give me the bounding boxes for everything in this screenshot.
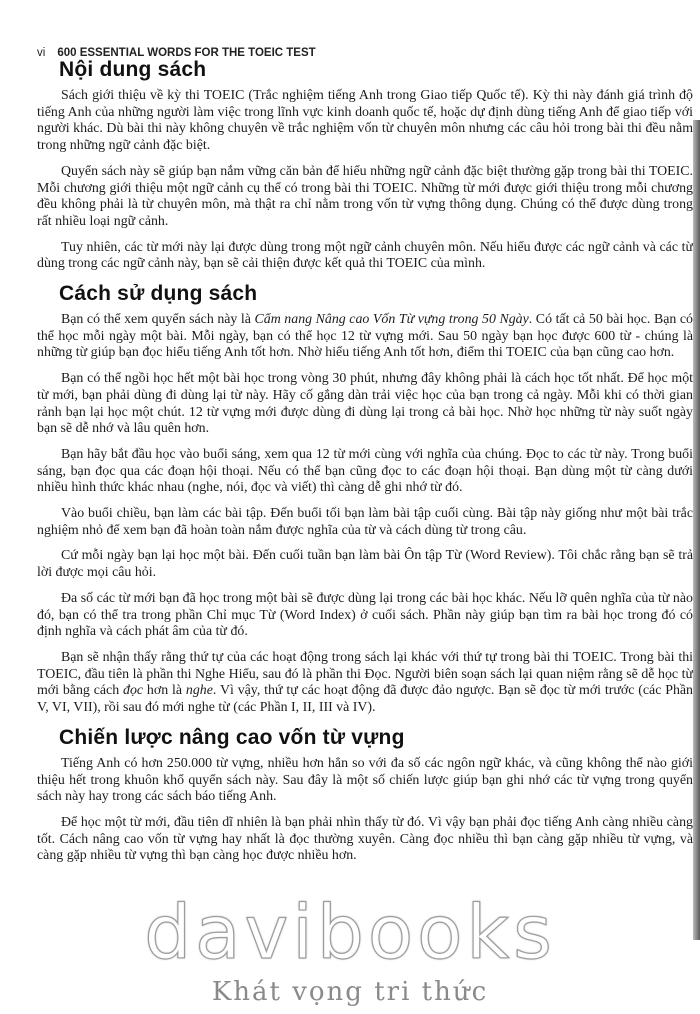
page-content [37,58,693,874]
paragraph: Bạn có thể ngồi học hết một bài học trong vòng 30 phút, nhưng đây không phải là cách học tốt nhất. Để học một từ mới, bạn phải dùng đi dùng lại từ này. Hãy cố gắng dàn trải việc học của bạn trong cả ngày. Mỗi khi có thời gian rảnh bạn lại học một chút. 12 từ vựng mới được dùng đi dùng lại trong cả bài học. Nhờ học những từ này suốt ngày bạn sẽ dễ nhớ và lâu quên hơn. [37,371,693,437]
paragraph: Bạn hãy bắt đầu học vào buổi sáng, xem qua 12 từ mới cùng với nghĩa của chúng. Đọc to các từ này. Trong buổi sáng, bạn đọc qua các đoạn hội thoại. Nếu có thể bạn cũng đọc to các đoạn hội thoại. Bạn dùng một từ càng dưới nhiều hình thức khác nhau (nghe, nói, đọc và viết) thì càng dễ ghi nhớ từ đó. [37,446,693,496]
watermark-logo: davibooks [144,890,556,976]
section-title: Cách sử dụng sách [59,282,258,306]
section-title: Nội dung sách [59,58,207,81]
paragraph: Bạn sẽ nhận thấy rằng thứ tự của các hoạt động trong sách lại khác với thứ tự trong bài thi TOEIC. Trong bài thi TOEIC, đầu tiên là phần thi Nghe Hiểu, sau đó là phần thi Đọc. Người biên soạn sách lại quan niệm rằng sẽ dễ học từ mới bằng cách đọc hơn là nghe. Vì vậy, thứ tự các hoạt động đã được đảo ngược. Bạn sẽ đọc từ mới trước (các Phần V, VI, VII), rồi sau đó mới nghe từ (các Phần I, II, III và IV). [37,649,694,716]
page-number: vi [37,47,46,59]
section-contents [37,58,693,273]
section-how-to-use [37,282,693,717]
paragraph: Sách giới thiệu về kỳ thi TOEIC (Trắc nghiệm tiếng Anh trong Giao tiếp Quốc tế). Kỳ thi này đánh giá trình độ tiếng Anh của những người làm việc trong lĩnh vực kinh doanh quốc tế, hoặc dự định dùng tiếng Anh để giao tiếp với người khác. Dù bài thi này không chuyên về trắc nghiệm vốn từ chuyên môn nhưng các câu hỏi trong bài thi đều nằm trong những ngữ cảnh đặc biệt. [37,88,693,154]
paragraph: Đa số các từ mới bạn đã học trong một bài sẽ được dùng lại trong các bài học khác. Nếu lỡ quên nghĩa của từ nào đó, bạn có thể tra trong phần Chỉ mục Từ (Word Index) ở cuối sách. Phần này giúp bạn tìm ra bài học trong đó có định nghĩa và cách phát âm của từ đó. [37,590,693,640]
paragraph: Tuy nhiên, các từ mới này lại được dùng trong một ngữ cảnh chuyên môn. Nếu hiểu được các ngữ cảnh và các từ dùng trong các ngữ cảnh này, bạn sẽ cải thiện được kết quả thi TOEIC của mình. [37,239,693,272]
paragraph: Vào buổi chiều, bạn làm các bài tập. Đến buổi tối bạn làm bài tập cuối cùng. Bài tập này giống như một bài trắc nghiệm nhỏ để xem bạn đã hoàn toàn nắm được nghĩa của từ và cách dùng từ trong câu. [37,506,693,538]
section-vocabulary-strategy [37,726,693,865]
page-spine-shadow [693,120,700,940]
watermark [0,890,700,1007]
watermark-slogan: Khát vọng tri thức [211,977,489,1007]
book-title: 600 ESSENTIAL WORDS FOR THE TOEIC TEST [57,47,316,59]
section-title: Chiến lược nâng cao vốn từ vựng [59,725,405,749]
paragraph: Tiếng Anh có hơn 250.000 từ vựng, nhiều hơn hẳn so với đa số các ngôn ngữ khác, và cũng không thể nào giới thiệu hết trong khuôn khổ quyển sách này. Sau đây là một số chiến lược giúp bạn ghi nhớ các từ vựng trong quyển sách này hay trong các sách báo tiếng Anh. [37,755,693,805]
paragraph: Để học một từ mới, đầu tiên dĩ nhiên là bạn phải nhìn thấy từ đó. Vì vậy bạn phải đọc tiếng Anh càng nhiều càng tốt. Cách nâng cao vốn từ vựng hay nhất là đọc thường xuyên. Càng đọc nhiều thì bạn càng gặp nhiều từ vựng, và càng gặp nhiều từ vựng thì bạn càng học được nhiều hơn. [37,814,693,864]
paragraph: Bạn có thể xem quyển sách này là Cẩm nang Nâng cao Vốn Từ vựng trong 50 Ngày. Có tất cả 50 bài học. Bạn có thể học mỗi ngày một bài. Mỗi ngày, bạn có thể học 12 từ vựng mới. Sau 50 ngày bạn học được 600 từ - chúng là những từ giúp bạn đọc hiểu tiếng Anh tốt hơn. Nhờ hiểu tiếng Anh tốt hơn, điểm thi TOEIC của bạn cũng cao hơn. [37,312,693,361]
paragraph: Cứ mỗi ngày bạn lại học một bài. Đến cuối tuần bạn làm bài Ôn tập Từ (Word Review). Tôi chắc rằng bạn sẽ trả lời được mọi câu hỏi. [37,548,693,581]
paragraph: Quyển sách này sẽ giúp bạn nắm vững căn bản để hiểu những ngữ cảnh đặc biệt thường gặp trong bài thi TOEIC. Mỗi chương giới thiệu một ngữ cảnh cụ thể có trong bài thi TOEIC. Những từ mới được giới thiệu trong mỗi chương đều không phải là từ chuyên môn, mà thật ra chỉ nằm trong vốn từ vựng thông dụng. Chúng có thể được dùng trong rất nhiều loại ngữ cảnh. [37,163,693,229]
